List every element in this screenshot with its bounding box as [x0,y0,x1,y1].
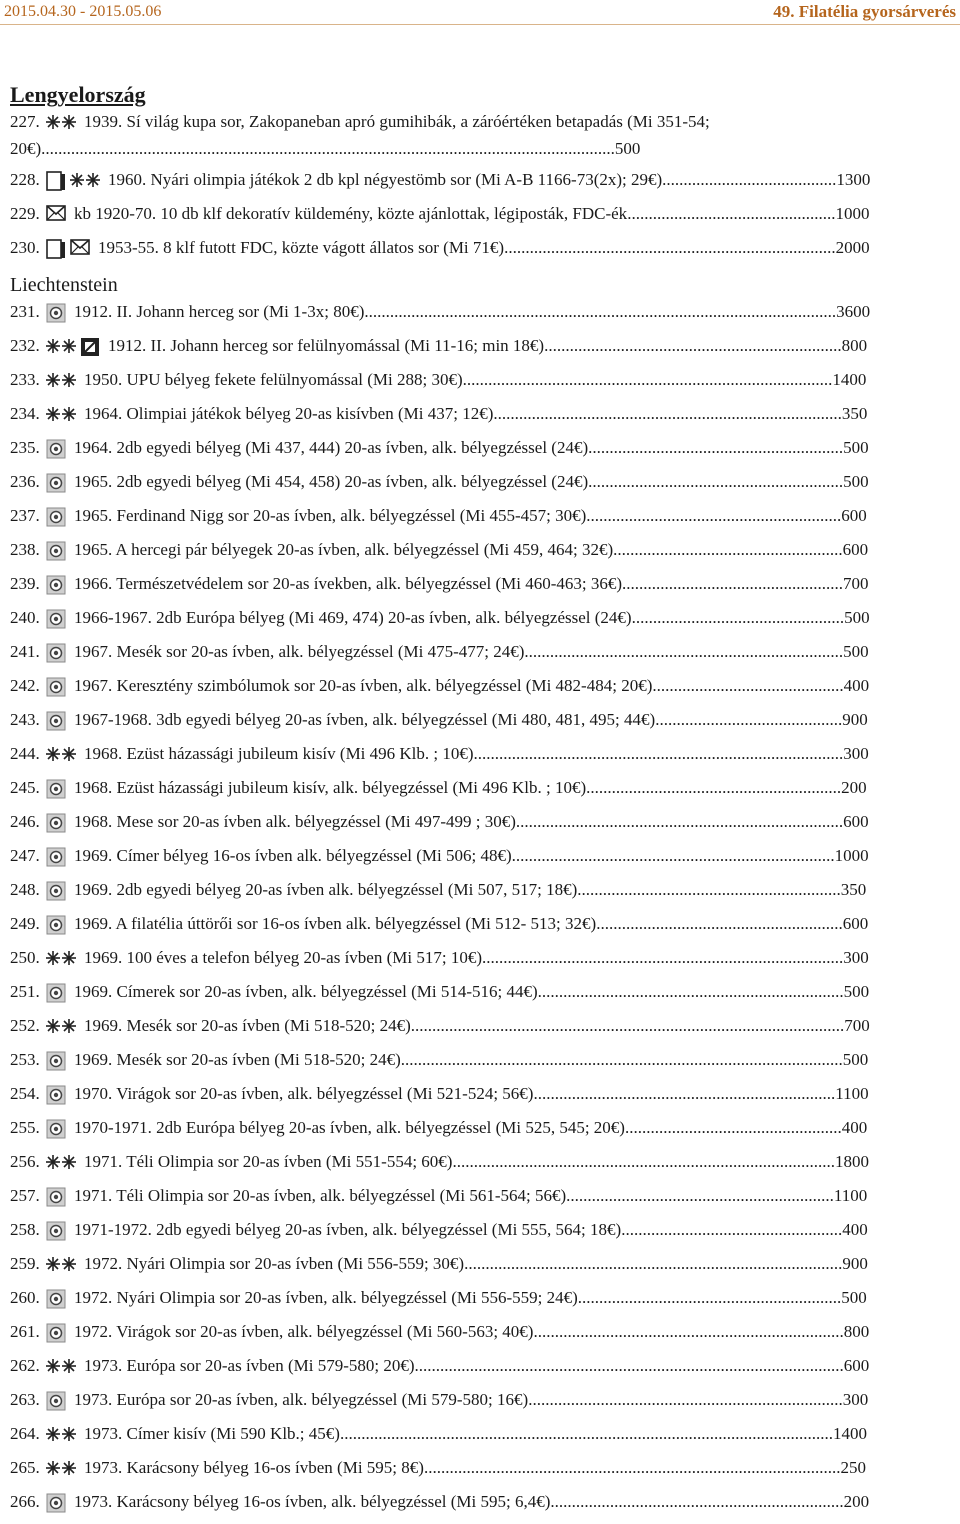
leader-dots: .............................................................. [577,1288,842,1307]
leader-dots: .................................................................................. [493,404,842,423]
lot-description: 1971-1972. 2db egyedi bélyeg 20-as ívben, alk. bélyegzéssel (Mi 555, 564; 18€) [69,1220,622,1239]
lot-number: 266. [10,1492,40,1511]
lot-item [10,110,870,161]
leader-dots: ......................................................................................... [464,1254,843,1273]
lot-price: 900 [842,710,868,729]
lot-price: 300 [843,744,869,763]
lot-number: 250. [10,948,40,967]
lot-number: 259. [10,1254,40,1273]
leader-dots: .................................................... [621,1220,843,1239]
lot-price: 1100 [833,1186,868,1205]
lot-item [10,878,870,905]
leader-dots: ................................................... [624,1118,842,1137]
used-stamp-icon [46,915,66,939]
used-stamp-icon [46,303,66,327]
lot-description: 1969. 100 éves a telefon bélyeg 20-as ívben (Mi 517; 10€) [79,948,482,967]
lot-item [10,300,870,327]
leader-dots: ............................................................................. [515,812,844,831]
lot-description: 1970. Virágok sor 20-as ívben, alk. bélyegzéssel (Mi 521-524; 56€) [69,1084,534,1103]
used-stamp-icon [46,1289,66,1313]
used-stamp-icon [46,1051,66,1075]
lot-item [10,742,870,769]
lot-price: 300 [843,948,869,967]
lot-number: 243. [10,710,40,729]
mnh-stars-icon [46,337,76,361]
lot-item [10,1286,870,1313]
used-stamp-icon [46,1391,66,1415]
used-stamp-icon [46,507,66,531]
leader-dots: ............................................................................ [511,846,835,865]
used-stamp-icon [46,1187,66,1211]
lot-description: 1973. Európa sor 20-as ívben, alk. bélyegzéssel (Mi 579-580; 16€) [69,1390,529,1409]
lot-price: 1000 [835,204,870,223]
lot-description: 1967. Mesék sor 20-as ívben, alk. bélyegzéssel (Mi 475-477; 24€) [69,642,525,661]
lot-item [10,946,870,973]
used-stamp-icon [46,1323,66,1347]
lot-number: 230. [10,238,40,257]
lot-price: 500 [843,982,870,1001]
lot-item [10,776,870,803]
lot-item [10,912,870,939]
lot-price: 400 [841,1118,868,1137]
lot-price: 600 [843,812,869,831]
lot-description: 1973. Címer kisív (Mi 590 Klb.; 45€) [79,1424,340,1443]
leader-dots: ...................................................... [613,540,843,559]
lot-number: 238. [10,540,40,559]
mnh-stars-icon [46,1357,76,1381]
lot-item [10,980,870,1007]
lot-description: 1953-55. 8 klf futott FDC, közte vágott állatos sor (Mi 71€) [93,238,505,257]
lot-item [10,810,870,837]
lot-price: 200 [841,778,867,797]
leader-dots: ......................................... [662,170,837,189]
page-header [0,0,960,25]
lot-description: 1971. Téli Olimpia sor 20-as ívben, alk. bélyegzéssel (Mi 561-564; 56€) [69,1186,567,1205]
lot-item [10,1014,870,1041]
leader-dots: ............................................................ [586,506,842,525]
lot-item [10,236,870,263]
leader-dots: ........................................................................... [524,642,844,661]
lot-description: 1960. Nyári olimpia játékok 2 db kpl négyestömb sor (Mi A-B 1166-73(2x); 29€) [103,170,663,189]
hinged-stamp-icon [80,337,100,361]
header-title: 49. Filatélia gyorsárverés [773,2,956,21]
lot-description: 1973. Európa sor 20-as ívben (Mi 579-580; 20€) [79,1356,415,1375]
leader-dots: ....................................................................... [533,1084,836,1103]
leader-dots: .......................................................... [596,914,843,933]
lot-item [10,1150,870,1177]
lot-number: 261. [10,1322,40,1341]
lot-number: 262. [10,1356,40,1375]
used-stamp-icon [46,779,66,803]
lot-number: 253. [10,1050,40,1069]
lot-number: 256. [10,1152,40,1171]
lot-description: 1973. Karácsony bélyeg 16-os ívben (Mi 595; 8€) [79,1458,424,1477]
used-stamp-icon [46,813,66,837]
lot-number: 251. [10,982,40,1001]
lot-number: 234. [10,404,40,423]
lot-description: 1950. UPU bélyeg fekete felülnyomással (Mi 288; 30€) [79,370,463,389]
block-stamp-icon [46,239,66,263]
leader-dots: .................................................. [631,608,845,627]
lot-item [10,1082,870,1109]
used-stamp-icon [46,677,66,701]
lot-description: 1966-1967. 2db Európa bélyeg (Mi 469, 474) 20-as ívben, alk. bélyegzéssel (24€) [69,608,632,627]
lot-price: 400 [842,1220,868,1239]
leader-dots: .......................................................................... [528,1390,843,1409]
lot-description: 1939. Sí világ kupa sor, Zakopaneban apró gumihibák, a záróértéken betapadás (Mi 351-54; 20€) [10,112,710,158]
section-title: Liechtenstein [10,274,118,296]
lot-price: 500 [841,1288,867,1307]
leader-dots: ....................................................................................................................................... [41,139,615,158]
lot-description: 1970-1971. 2db Európa bélyeg 20-as ívben, alk. bélyegzéssel (Mi 525, 545; 20€) [69,1118,625,1137]
lot-price: 600 [841,506,867,525]
lot-number: 257. [10,1186,40,1205]
lot-price: 1400 [832,370,867,389]
lot-item [10,1184,870,1211]
lot-price: 500 [842,1050,869,1069]
leader-dots: ........................................................................................................ [400,1050,843,1069]
lot-price: 1400 [832,1424,867,1443]
lot-list [10,80,870,1524]
lot-description: 1972. Virágok sor 20-as ívben, alk. bélyegzéssel (Mi 560-563; 40€) [69,1322,534,1341]
lot-item [10,606,870,633]
lot-item [10,168,870,195]
leader-dots: ...................................................................................................... [410,1016,845,1035]
used-stamp-icon [46,1085,66,1109]
block-stamp-icon [46,171,66,195]
lot-number: 229. [10,204,40,223]
lot-item [10,674,870,701]
lot-item [10,538,870,565]
lot-price: 300 [842,1390,869,1409]
lot-description: 1965. A hercegi pár bélyegek 20-as ívben, alk. bélyegzéssel (Mi 459, 464; 32€) [69,540,614,559]
leader-dots: .................................................................................................................... [339,1424,833,1443]
used-stamp-icon [46,609,66,633]
lot-number: 246. [10,812,40,831]
lot-price: 900 [842,1254,868,1273]
mnh-stars-icon [46,405,76,429]
used-stamp-icon [46,541,66,565]
lot-price: 1300 [836,170,870,189]
used-stamp-icon [46,711,66,735]
leader-dots: .............................................................. [577,880,841,899]
lot-item [10,1116,870,1143]
leader-dots: ........................................................................ [537,982,844,1001]
lot-number: 264. [10,1424,40,1443]
lot-item [10,1354,870,1381]
lot-item [10,402,870,429]
used-stamp-icon [46,473,66,497]
leader-dots: ....................................................................................... [473,744,844,763]
lot-item [10,436,870,463]
lot-price: 800 [843,1322,870,1341]
used-stamp-icon [46,881,66,905]
lot-number: 242. [10,676,40,695]
leader-dots: ..................................................................... [550,1492,844,1511]
lot-number: 252. [10,1016,40,1035]
mnh-stars-icon [46,1459,76,1483]
lot-item [10,470,870,497]
lot-price: 700 [844,1016,870,1035]
section-title: Lengyelország [10,82,146,107]
lot-number: 231. [10,302,40,321]
lot-description: kb 1920-70. 10 db klf dekoratív küldemény, közte ajánlottak, légiposták, FDC-ék [69,204,628,223]
lot-number: 248. [10,880,40,899]
lot-number: 255. [10,1118,40,1137]
lot-description: 1969. 2db egyedi bélyeg 20-as ívben alk. bélyegzéssel (Mi 507, 517; 18€) [69,880,578,899]
lot-price: 400 [843,676,870,695]
lot-description: 1967-1968. 3db egyedi bélyeg 20-as ívben, alk. bélyegzéssel (Mi 480, 481, 495; 44€) [69,710,656,729]
used-stamp-icon [46,643,66,667]
mnh-stars-icon [46,1017,76,1041]
leader-dots: ............................................. [652,676,844,695]
leader-dots: ................................................. [627,204,836,223]
lot-number: 249. [10,914,40,933]
envelope-icon [70,239,90,263]
lot-item [10,1320,870,1347]
leader-dots: ..................................................................................................... [414,1356,844,1375]
lot-item [10,1048,870,1075]
lot-description: 1912. II. Johann herceg sor (Mi 1-3x; 80€) [69,302,365,321]
lot-description: 1969. Mesék sor 20-as ívben (Mi 518-520; 24€) [69,1050,401,1069]
lot-description: 1972. Nyári Olimpia sor 20-as ívben (Mi 556-559; 30€) [79,1254,465,1273]
lot-item [10,202,870,229]
lot-price: 500 [843,438,869,457]
lot-price: 200 [843,1492,870,1511]
lot-price: 350 [841,404,868,423]
leader-dots: .................................................... [622,574,844,593]
leader-dots: ............................................................................................................... [364,302,837,321]
lot-description: 1968. Ezüst házassági jubileum kisív (Mi 496 Klb. ; 10€) [79,744,474,763]
used-stamp-icon [46,847,66,871]
mnh-stars-icon [46,1153,76,1177]
leader-dots: .......................................................................................... [452,1152,835,1171]
lot-number: 263. [10,1390,40,1409]
leader-dots: ..................................................................................... [482,948,844,967]
lot-price: 500 [614,139,641,158]
lot-number: 265. [10,1458,40,1477]
lot-number: 240. [10,608,40,627]
leader-dots: ...................................................................... [544,336,842,355]
lot-price: 1800 [834,1152,869,1171]
lot-description: 1969. Címerek sor 20-as ívben, alk. bélyegzéssel (Mi 514-516; 44€) [69,982,538,1001]
lot-item [10,1490,870,1517]
lot-price: 600 [843,1356,870,1375]
leader-dots: ............................................................ [588,472,844,491]
lot-number: 260. [10,1288,40,1307]
lot-item [10,334,870,361]
lot-description: 1969. A filatélia úttörői sor 16-os ívben alk. bélyegzéssel (Mi 512- 513; 32€) [69,914,597,933]
lot-item [10,368,870,395]
used-stamp-icon [46,1119,66,1143]
lot-price: 350 [840,880,867,899]
leader-dots: ......................................................................... [533,1322,844,1341]
leader-dots: .............................................................................. [504,238,836,257]
lot-price: 500 [843,472,869,491]
mnh-stars-icon [46,113,76,137]
lot-item [10,640,870,667]
header-dates: 2015.04.30 - 2015.05.06 [4,3,162,20]
lot-description: 1964. 2db egyedi bélyeg (Mi 437, 444) 20-as ívben, alk. bélyegzéssel (24€) [69,438,589,457]
used-stamp-icon [46,1221,66,1245]
lot-description: 1972. Nyári Olimpia sor 20-as ívben, alk. bélyegzéssel (Mi 556-559; 24€) [69,1288,578,1307]
lot-number: 239. [10,574,40,593]
leader-dots: ............................................ [655,710,843,729]
lot-item [10,1456,870,1483]
lot-description: 1965. Ferdinand Nigg sor 20-as ívben, alk. bélyegzéssel (Mi 455-457; 30€) [69,506,587,525]
leader-dots: ............................................................... [566,1186,834,1205]
lot-price: 1100 [835,1084,869,1103]
lot-price: 500 [844,608,870,627]
lot-number: 244. [10,744,40,763]
lot-price: 800 [841,336,868,355]
lot-description: 1965. 2db egyedi bélyeg (Mi 454, 458) 20-as ívben, alk. bélyegzéssel (24€) [69,472,589,491]
used-stamp-icon [46,983,66,1007]
lot-number: 247. [10,846,40,865]
lot-item [10,844,870,871]
lot-description: 1968. Mese sor 20-as ívben alk. bélyegzéssel (Mi 497-499 ; 30€) [69,812,516,831]
lot-price: 600 [842,914,869,933]
used-stamp-icon [46,575,66,599]
lot-item [10,1388,870,1415]
lot-description: 1967. Keresztény szimbólumok sor 20-as ívben, alk. bélyegzéssel (Mi 482-484; 20€) [69,676,653,695]
lot-number: 237. [10,506,40,525]
mnh-stars-icon [46,371,76,395]
lot-description: 1964. Olimpiai játékok bélyeg 20-as kisívben (Mi 437; 12€) [79,404,494,423]
lot-description: 1971. Téli Olimpia sor 20-as ívben (Mi 551-554; 60€) [79,1152,453,1171]
lot-number: 241. [10,642,40,661]
lot-number: 236. [10,472,40,491]
lot-description: 1966. Természetvédelem sor 20-as ívekben, alk. bélyegzéssel (Mi 460-463; 36€) [69,574,623,593]
mnh-stars-icon [70,171,100,195]
envelope-icon [46,205,66,229]
lot-number: 258. [10,1220,40,1239]
lot-price: 500 [843,642,869,661]
lot-description: 1912. II. Johann herceg sor felülnyomással (Mi 11-16; min 18€) [103,336,545,355]
lot-price: 600 [842,540,869,559]
leader-dots: ....................................................................................... [462,370,833,389]
lot-item [10,1218,870,1245]
lot-item [10,572,870,599]
lot-description: 1969. Címer bélyeg 16-os ívben alk. bélyegzéssel (Mi 506; 48€) [69,846,512,865]
leader-dots: .................................................................................................. [423,1458,841,1477]
lot-number: 245. [10,778,40,797]
lot-price: 3600 [836,302,870,321]
leader-dots: ............................................................ [588,438,844,457]
lot-description: 1973. Karácsony bélyeg 16-os ívben, alk. bélyegzéssel (Mi 595; 6,4€) [69,1492,551,1511]
mnh-stars-icon [46,745,76,769]
lot-description: 1968. Ezüst házassági jubileum kisív, alk. bélyegzéssel (Mi 496 Klb. ; 10€) [69,778,587,797]
lot-item [10,1422,870,1449]
used-stamp-icon [46,439,66,463]
mnh-stars-icon [46,949,76,973]
lot-number: 232. [10,336,40,355]
lot-price: 2000 [835,238,870,257]
lot-number: 235. [10,438,40,457]
lot-number: 254. [10,1084,40,1103]
lot-item [10,504,870,531]
lot-number: 233. [10,370,40,389]
lot-number: 227. [10,112,40,131]
lot-price: 1000 [834,846,869,865]
mnh-stars-icon [46,1255,76,1279]
lot-item [10,708,870,735]
lot-price: 250 [840,1458,866,1477]
leader-dots: ............................................................ [586,778,842,797]
used-stamp-icon [46,1493,66,1517]
mnh-stars-icon [46,1425,76,1449]
lot-item [10,1252,870,1279]
lot-number: 228. [10,170,40,189]
lot-description: 1969. Mesék sor 20-as ívben (Mi 518-520; 24€) [79,1016,411,1035]
lot-price: 700 [843,574,869,593]
